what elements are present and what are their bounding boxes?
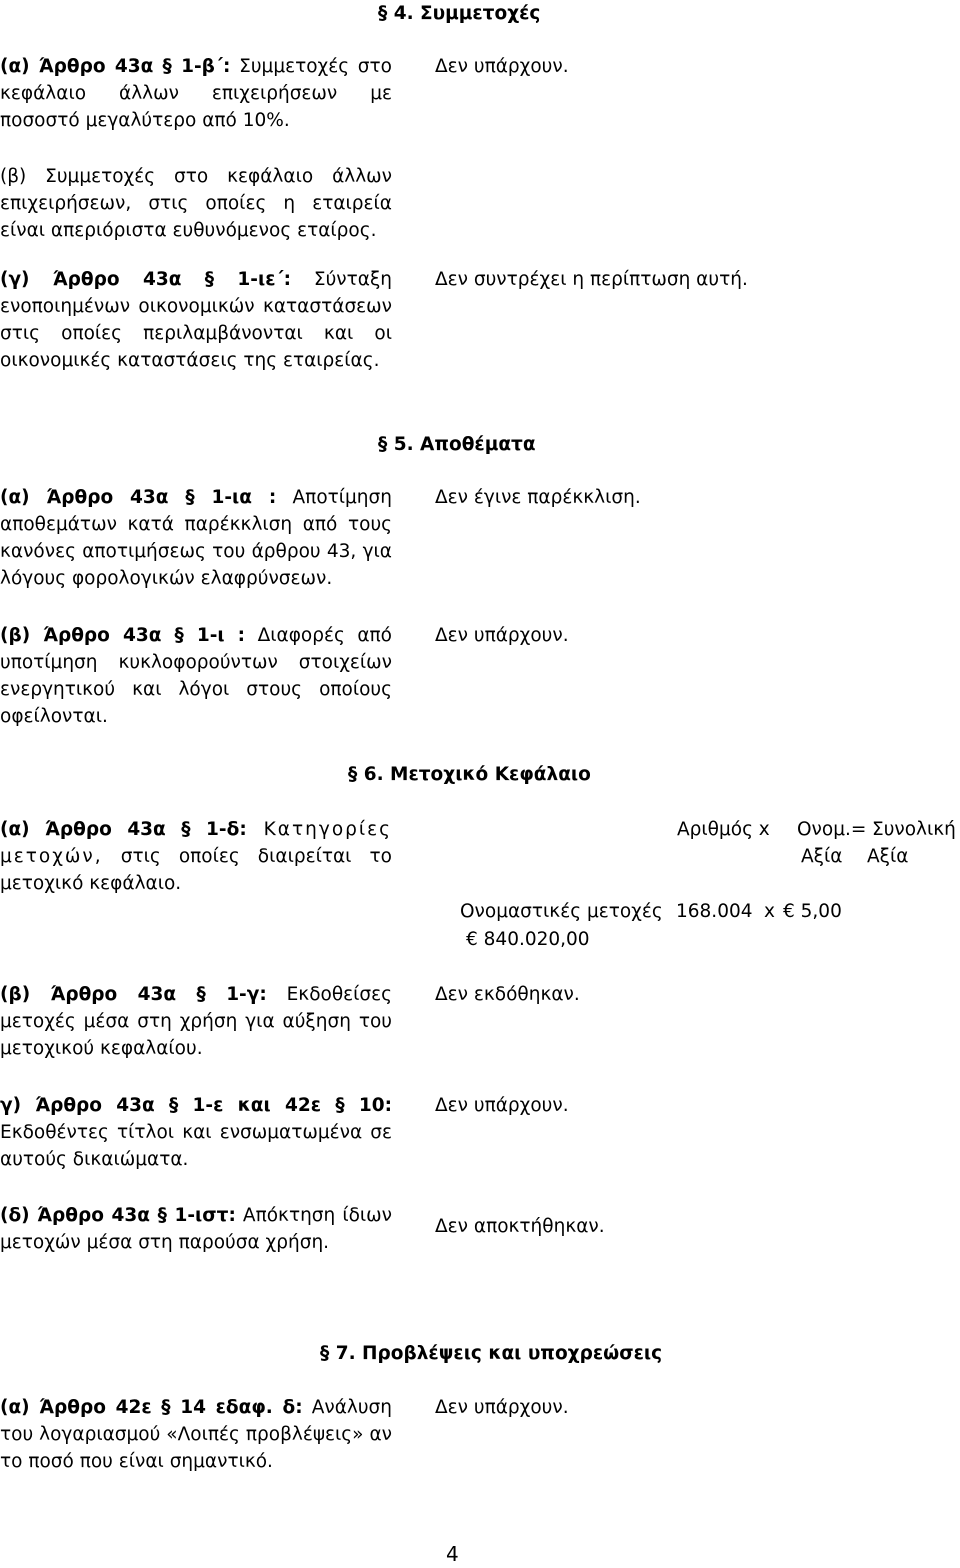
s6-col-nominal-header: Ονομ.= xyxy=(797,819,867,840)
s4-item-c-answer: Δεν συντρέχει η περίπτωση αυτή. xyxy=(435,269,748,290)
s6-item-a xyxy=(0,816,392,897)
s7-item-a-answer: Δεν υπάρχουν. xyxy=(435,1397,569,1418)
s5-item-a xyxy=(0,484,392,592)
s5-item-a-text: Αποτίμηση αποθεμάτων κατά παρέκκλιση από τους κανόνες αποτιμήσεως του άρθρου 43, για λόγους φορολογικών ελαφρύνσεων. xyxy=(0,487,392,589)
s4-item-a xyxy=(0,53,392,134)
page-number: 4 xyxy=(446,1542,459,1566)
s4-item-a-ref: (α) Άρθρο 43α § 1-β΄: xyxy=(0,56,231,77)
s6-item-c-text: Εκδοθέντες τίτλοι και ενσωματωμένα σε αυτούς δικαιώματα. xyxy=(0,1122,392,1170)
s6-col-nominal-header-2: Αξία xyxy=(801,846,843,867)
s6-row-count: 168.004 xyxy=(676,901,753,922)
s6-row-x: x xyxy=(764,901,775,922)
s6-col-total-header: Συνολική xyxy=(872,819,956,840)
s6-item-a-ref: (α) Άρθρο 43α § 1-δ: xyxy=(0,819,247,840)
s4-item-c-ref: (γ) Άρθρο 43α § 1-ιε΄: xyxy=(0,269,292,290)
s6-row-label: Ονομαστικές μετοχές xyxy=(460,901,663,922)
s4-item-b: (β) Συμμετοχές στο κεφάλαιο άλλων επιχειρήσεων, στις οποίες η εταιρεία είναι απεριόριστα ευθυνόμενος εταίρος. xyxy=(0,166,392,241)
s6-item-d-ref: (δ) Άρθρο 43α § 1-ιστ: xyxy=(0,1205,236,1226)
section-6-heading: § 6. Μετοχικό Κεφάλαιο xyxy=(348,764,591,785)
s5-item-b-ref: (β) Άρθρο 43α § 1-ι : xyxy=(0,625,246,646)
s5-item-b-text: Διαφορές από υποτίμηση κυκλοφορούντων στοιχείων ενεργητικού και λόγοι στους οποίους οφείλονται. xyxy=(0,625,393,727)
s6-item-b xyxy=(0,981,392,1062)
section-7-heading: § 7. Προβλέψεις και υποχρεώσεις xyxy=(320,1343,663,1364)
s6-item-b-ref: (β) Άρθρο 43α § 1-γ: xyxy=(0,984,267,1005)
s6-item-b-answer: Δεν εκδόθηκαν. xyxy=(435,984,580,1005)
s4-item-a-text: Συμμετοχές στο κεφάλαιο άλλων επιχειρήσεων με ποσοστό μεγαλύτερο από 10%. xyxy=(0,56,392,131)
section-4-heading: § 4. Συμμετοχές xyxy=(378,3,541,24)
s6-item-c xyxy=(0,1092,392,1173)
s7-item-a xyxy=(0,1394,392,1475)
s6-col-count-header: Αριθμός x xyxy=(677,819,770,840)
s6-row-nominal: € 5,00 xyxy=(783,901,842,922)
s5-item-b xyxy=(0,622,392,730)
s5-item-a-answer: Δεν έγινε παρέκκλιση. xyxy=(435,487,641,508)
s6-col-total-header-2: Αξία xyxy=(867,846,909,867)
s5-item-a-ref: (α) Άρθρο 43α § 1-ια : xyxy=(0,487,277,508)
section-5-heading: § 5. Αποθέματα xyxy=(378,434,536,455)
s4-item-c xyxy=(0,266,392,374)
s6-row-total: € 840.020,00 xyxy=(466,929,590,950)
s6-item-c-answer: Δεν υπάρχουν. xyxy=(435,1095,569,1116)
s5-item-b-answer: Δεν υπάρχουν. xyxy=(435,625,569,646)
s6-item-a-text-spaced: Κατηγορίες μετοχών, xyxy=(0,819,392,867)
s7-item-a-text: Ανάλυση του λογαριασμού «Λοιπές προβλέψεις» αν το ποσό που είναι σημαντικό. xyxy=(0,1397,392,1472)
s6-item-d xyxy=(0,1202,392,1256)
s6-item-a-text: στις οποίες διαιρείται το μετοχικό κεφάλαιο. xyxy=(0,846,392,894)
s6-item-d-text: Απόκτηση ίδιων μετοχών μέσα στη παρούσα χρήση. xyxy=(0,1205,392,1253)
s6-item-d-answer: Δεν αποκτήθηκαν. xyxy=(435,1216,605,1237)
s6-item-b-text: Εκδοθείσες μετοχές μέσα στη χρήση για αύξηση του μετοχικού κεφαλαίου. xyxy=(0,984,392,1059)
s4-item-c-text: Σύνταξη ενοποιημένων οικονομικών καταστάσεων στις οποίες περιλαμβάνονται και οι οικονομικές καταστάσεις της εταιρείας. xyxy=(0,269,392,371)
s4-item-a-answer: Δεν υπάρχουν. xyxy=(435,56,569,77)
s6-item-c-ref: γ) Άρθρο 43α § 1-ε και 42ε § 10: xyxy=(0,1095,392,1116)
s7-item-a-ref: (α) Άρθρο 42ε § 14 εδαφ. δ: xyxy=(0,1397,303,1418)
